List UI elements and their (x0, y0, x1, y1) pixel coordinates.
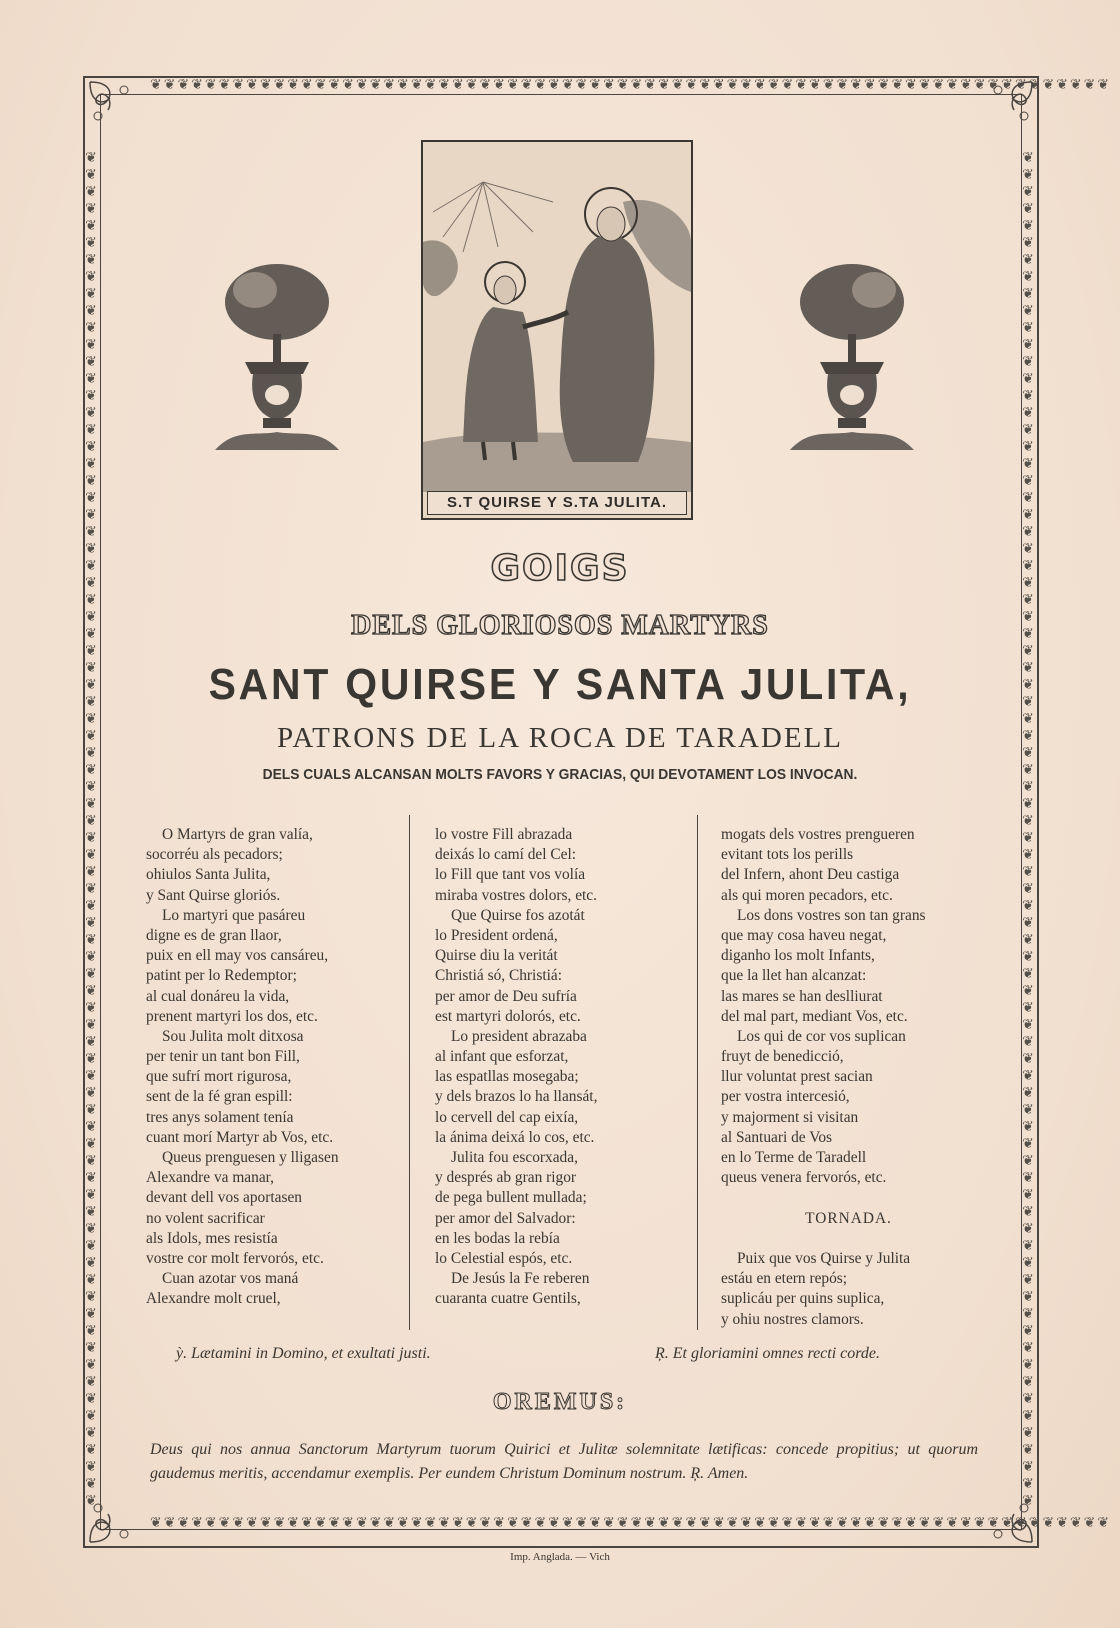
saints-figures-icon (423, 142, 691, 492)
verse-line: y majorment si visitan (721, 1108, 859, 1126)
verse-line: Los qui de cor vos suplican (737, 1027, 906, 1045)
verse-line: en lo Terme de Taradell (721, 1149, 867, 1166)
verse-line: estáu en etern repós; (721, 1270, 848, 1288)
verse-line: sent de la fé gran espill: (146, 1088, 293, 1106)
verse-line: Los dons vostres son tan grans (737, 906, 926, 924)
verse-line: Julita fou escorxada, (451, 1149, 578, 1166)
verse-line (721, 1229, 976, 1249)
closing-prayer: Deus qui nos annua Sanctorum Martyrum tuorum Quirici et Julitæ solemnitate lætificas: concede propitius; ut quorum gaudemus meritis, accendamur exemplis. Per eundem Christum Dominum nostrum. Ŗ. Amen. (150, 1441, 978, 1482)
verse-line: al Santuari de Vos (721, 1128, 833, 1146)
verse-line: del Infern, ahont Deu castiga (721, 866, 900, 884)
verse-line: las mares se han deslliurat (721, 987, 883, 1005)
corner-flourish-icon (980, 1490, 1038, 1548)
verse-line: Que Quirse fos azotát (451, 906, 585, 924)
verse-line: tres anys solament tenía (146, 1108, 294, 1126)
verse-line: fruyt de benedicció, (721, 1048, 844, 1066)
verse-line: Lo martyri que pasáreu (162, 906, 306, 924)
potted-tree-right-icon (790, 250, 914, 460)
verse-line: Quirse diu la veritát (435, 947, 558, 965)
verse-line: la ánima deixá lo cos, etc. (435, 1128, 595, 1146)
verse-line: lo Celestial espós, etc. (435, 1249, 573, 1267)
verse-line: De Jesús la Fe reberen (451, 1270, 590, 1288)
verse-line: als Idols, mes resistía (146, 1229, 278, 1247)
verse-line: Christiá só, Christiá: (435, 967, 562, 985)
verse-line: Alexandre molt cruel, (146, 1290, 281, 1308)
verse-line: O Martyrs de gran valía, (162, 826, 313, 843)
verse-line: de pega bullent mullada; (435, 1189, 587, 1207)
verse-line: diganho los molt Infants, (721, 947, 875, 965)
verse-line: lo vostre Fill abrazada (435, 826, 573, 843)
verse-line (721, 1188, 976, 1208)
right-ornament-band: ❦❦❦❦❦❦❦❦❦❦❦❦❦❦❦❦❦❦❦❦❦❦❦❦❦❦❦❦❦❦❦❦❦❦❦❦❦❦❦❦❦❦❦❦❦❦❦❦❦❦❦❦❦❦❦❦❦❦❦❦❦❦❦❦❦❦❦❦❦❦❦❦❦❦❦❦❦❦❦❦ (1022, 150, 1036, 1509)
verse-line: y Sant Quirse gloriós. (146, 886, 281, 904)
column-divider (697, 815, 698, 1330)
verse-line: no volent sacrificar (146, 1209, 265, 1227)
oremus-heading: OREMUS: (492, 1389, 628, 1415)
top-ornament-band: ❦❦❦❦❦❦❦❦❦❦❦❦❦❦❦❦❦❦❦❦❦❦❦❦❦❦❦❦❦❦❦❦❦❦❦❦❦❦❦❦❦❦❦❦❦❦❦❦❦❦❦❦❦❦❦❦❦❦❦❦❦❦❦❦❦❦❦❦❦❦ (150, 77, 1112, 93)
verse-line: vostre cor molt fervorós, etc. (146, 1249, 324, 1267)
verse-line: cuaranta cuatre Gentils, (435, 1290, 581, 1308)
verse-line: Puix que vos Quirse y Julita (737, 1249, 911, 1267)
verse-line: lo President ordená, (435, 926, 558, 944)
verse-line: deixás lo camí del Cel: (435, 846, 577, 864)
left-ornament-band: ❦❦❦❦❦❦❦❦❦❦❦❦❦❦❦❦❦❦❦❦❦❦❦❦❦❦❦❦❦❦❦❦❦❦❦❦❦❦❦❦❦❦❦❦❦❦❦❦❦❦❦❦❦❦❦❦❦❦❦❦❦❦❦❦❦❦❦❦❦❦❦❦❦❦❦❦❦❦❦❦ (85, 150, 99, 1509)
verse-line: Cuan azotar vos maná (162, 1270, 299, 1288)
versicle: ỳ. Lætamini in Domino, et exultati justi. (176, 1345, 431, 1362)
verse-line: que sufrí mort rigurosa, (146, 1068, 292, 1086)
verse-line: Alexandre va manar, (146, 1169, 275, 1187)
title-martyrs: DELS GLORIOSOS MARTYRS (351, 610, 769, 641)
woodcut-caption: S.T QUIRSE Y S.TA JULITA. (427, 491, 687, 515)
verse-line: devant dell vos aportasen (146, 1189, 302, 1207)
verse-line: per tenir un tant bon Fill, (146, 1048, 300, 1066)
verse-line: evitant tots los perills (721, 846, 854, 864)
verse-line: puix en ell may vos cansáreu, (146, 947, 329, 965)
corner-flourish-icon (84, 76, 142, 134)
verse-line: suplicáu per quins suplica, (721, 1290, 885, 1308)
verse-line: queus venera fervorós, etc. (721, 1169, 887, 1187)
verse-line: cuant morí Martyr ab Vos, etc. (146, 1128, 334, 1146)
saints-woodcut-image (421, 140, 693, 520)
verse-column-1 (146, 825, 339, 1310)
verse-line: lo cervell del cap eixía, (435, 1108, 579, 1126)
verse-line: y després ab gran rigor (435, 1169, 577, 1187)
response: Ŗ. Et gloriamini omnes recti corde. (655, 1345, 880, 1362)
verse-line: las espatllas mosegaba; (435, 1068, 579, 1086)
verse-line: del mal part, mediant Vos, etc. (721, 1007, 908, 1025)
printer-imprint: Imp. Anglada. — Vich (510, 1551, 610, 1563)
verse-line: miraba vostres dolors, etc. (435, 886, 597, 904)
verse-line: TORNADA. (805, 1209, 892, 1227)
verse-line: mogats dels vostres prengueren (721, 826, 915, 843)
title-patrons: PATRONS DE LA ROCA DE TARADELL (276, 722, 844, 754)
potted-tree-left-icon (215, 250, 339, 460)
verse-line: digne es de gran llaor, (146, 926, 282, 944)
verse-line: Lo president abrazaba (451, 1027, 587, 1045)
verse-line: lo Fill que tant vos volía (435, 866, 586, 884)
verse-line: per amor del Salvador: (435, 1209, 576, 1227)
corner-flourish-icon (980, 76, 1038, 134)
verse-line: que la llet han alcanzat: (721, 967, 867, 985)
verse-line: en les bodas la rebía (435, 1229, 560, 1247)
bottom-ornament-band: ❦❦❦❦❦❦❦❦❦❦❦❦❦❦❦❦❦❦❦❦❦❦❦❦❦❦❦❦❦❦❦❦❦❦❦❦❦❦❦❦❦❦❦❦❦❦❦❦❦❦❦❦❦❦❦❦❦❦❦❦❦❦❦❦❦❦❦❦❦❦ (150, 1515, 1112, 1531)
column-divider (409, 815, 410, 1330)
verse-line: al infant que esforzat, (435, 1048, 569, 1066)
verse-line: per amor de Deu sufría (435, 987, 577, 1005)
verse-line: Queus prenguesen y lligasen (162, 1149, 339, 1166)
verse-line: ohiulos Santa Julita, (146, 866, 271, 884)
verse-line: est martyri dolorós, etc. (435, 1007, 581, 1025)
verse-line: prenent martyri los dos, etc. (146, 1007, 318, 1025)
title-subtitle: DELS CUALS ALCANSAN MOLTS FAVORS Y GRACIAS, QUI DEVOTAMENT LOS INVOCAN. (262, 766, 858, 783)
verse-column-3 (721, 825, 976, 1330)
verse-line: socorréu als pecadors; (146, 846, 283, 864)
title-goigs: GOIGS (490, 548, 630, 589)
title-saints: SANT QUIRSE Y SANTA JULITA, (208, 660, 912, 709)
verse-line: per vostra intercesió, (721, 1088, 850, 1106)
verse-line: al cual donáreu la vida, (146, 987, 290, 1005)
verse-line: y dels brazos lo ha llansát, (435, 1088, 598, 1106)
verse-line: patint per lo Redemptor; (146, 967, 297, 985)
corner-flourish-icon (84, 1490, 142, 1548)
verse-line: als qui moren pecadors, etc. (721, 886, 893, 904)
verse-line: que may cosa haveu negat, (721, 926, 887, 944)
verse-column-2 (435, 825, 597, 1310)
verse-line: llur voluntat prest sacian (721, 1068, 873, 1086)
verse-line: Sou Julita molt ditxosa (162, 1027, 304, 1045)
verse-line: y ohiu nostres clamors. (721, 1310, 864, 1328)
